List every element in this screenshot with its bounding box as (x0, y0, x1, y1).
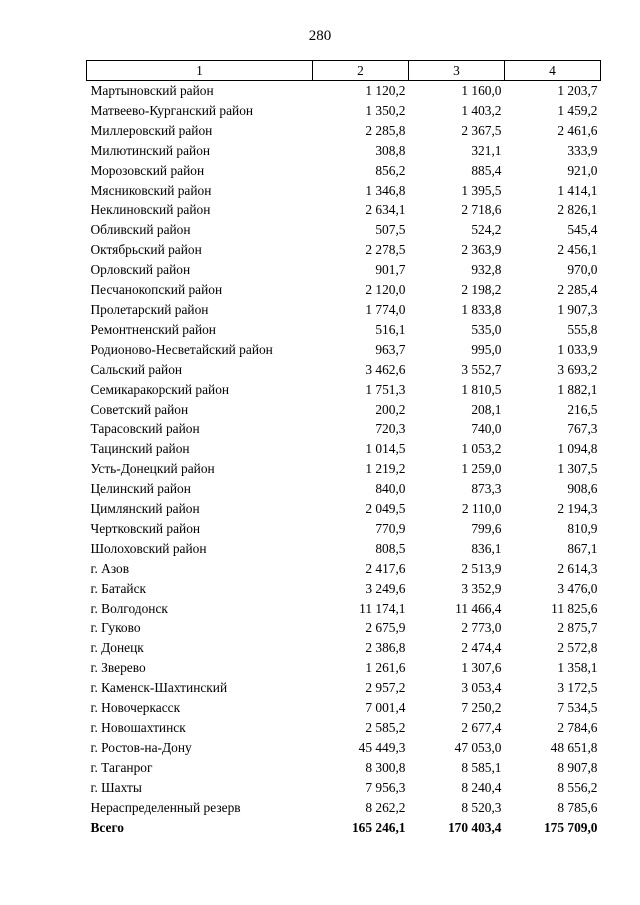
row-name-cell: Целинский район (90, 481, 191, 497)
value-col-4: 555,8 (567, 321, 598, 337)
value-col-3: 3 352,9 (461, 580, 502, 596)
row-name-cell: Тарасовский район (90, 421, 200, 437)
value-col-4: 767,3 (567, 421, 598, 437)
row-name-cell: Советский район (90, 401, 189, 417)
value-col-2: 1 014,5 (365, 441, 406, 457)
value-col-4: 2 784,6 (557, 720, 598, 735)
value-col-2: 1 350,2 (365, 102, 406, 118)
value-col-3: 8 240,4 (461, 779, 502, 795)
row-name-cell: г. Азов (90, 560, 130, 576)
table-row (87, 479, 601, 499)
table-row (87, 240, 601, 260)
table-row (87, 499, 601, 519)
table-body (87, 81, 601, 838)
value-col-2: 8 262,2 (365, 799, 406, 815)
value-col-4: 3 693,2 (557, 361, 598, 377)
value-col-2: 516,1 (375, 321, 406, 337)
value-col-2: 507,5 (375, 222, 406, 238)
table-row (87, 280, 601, 300)
total-value-col-3: 170 403,4 (447, 819, 502, 835)
row-name-cell: Миллеровский район (90, 122, 213, 138)
value-col-3: 799,6 (471, 520, 502, 536)
row-name-cell: г. Новочеркасск (90, 700, 181, 716)
value-col-4: 1 094,8 (557, 441, 598, 457)
value-col-2: 2 675,9 (365, 620, 406, 636)
value-col-2: 720,3 (375, 421, 406, 437)
value-col-2: 45 449,3 (358, 739, 406, 755)
value-col-4: 216,5 (567, 401, 598, 417)
table-row (87, 678, 601, 698)
value-col-3: 932,8 (471, 262, 502, 278)
value-col-2: 840,0 (375, 481, 406, 497)
value-col-4: 2 461,6 (557, 122, 598, 138)
value-col-4: 810,9 (567, 520, 598, 536)
value-col-3: 2 773,0 (461, 620, 502, 636)
value-col-3: 2 367,5 (461, 122, 502, 138)
row-name-cell: г. Зверево (90, 660, 146, 676)
table-row (87, 300, 601, 320)
table-row (87, 738, 601, 758)
row-name-cell: Орловский район (90, 262, 191, 278)
value-col-4: 7 534,5 (557, 700, 598, 716)
table-row (87, 260, 601, 280)
row-name-cell: Песчанокопский район (90, 282, 223, 298)
row-name-cell: Матвеево-Курганский район (90, 102, 254, 118)
value-col-4: 1 203,7 (557, 83, 598, 98)
value-col-2: 2 417,6 (365, 560, 406, 576)
value-col-3: 321,1 (471, 142, 502, 158)
table-row (87, 539, 601, 559)
row-name-cell: г. Новошахтинск (90, 720, 186, 735)
table-row (87, 778, 601, 798)
budget-table (86, 60, 601, 837)
table-row (87, 559, 601, 579)
column-header-2: 2 (313, 61, 409, 81)
page-number: 280 (308, 28, 332, 44)
table-row (87, 459, 601, 479)
table-row (87, 798, 601, 818)
value-col-2: 7 956,3 (365, 779, 406, 795)
value-col-4: 2 826,1 (557, 202, 598, 218)
total-row (87, 818, 601, 838)
value-col-4: 1 414,1 (557, 182, 598, 198)
row-name-cell: г. Каменск-Шахтинский (90, 680, 228, 696)
table-row (87, 618, 601, 638)
row-name-cell: Тацинский район (90, 441, 190, 457)
row-name-cell: Неклиновский район (90, 202, 211, 218)
value-col-4: 8 556,2 (557, 779, 598, 795)
value-col-4: 970,0 (567, 262, 598, 278)
value-col-3: 995,0 (471, 341, 502, 357)
row-name-cell: г. Донецк (90, 640, 144, 656)
value-col-2: 856,2 (375, 162, 406, 178)
row-name-cell: Семикаракорский район (90, 381, 230, 397)
value-col-2: 308,8 (375, 142, 406, 158)
table-row (87, 718, 601, 738)
value-col-4: 1 358,1 (557, 660, 598, 676)
value-col-3: 1 833,8 (461, 301, 502, 317)
value-col-4: 8 907,8 (557, 759, 598, 775)
value-col-4: 2 572,8 (557, 640, 598, 656)
value-col-2: 2 278,5 (365, 242, 406, 258)
value-col-2: 2 957,2 (365, 680, 406, 696)
value-col-2: 2 386,8 (365, 640, 406, 656)
row-name-cell: Обливский район (90, 222, 191, 238)
table-row (87, 638, 601, 658)
value-col-2: 1 346,8 (365, 182, 406, 198)
table-row (87, 380, 601, 400)
table-row (87, 758, 601, 778)
row-name-cell: г. Ростов-на-Дону (90, 739, 192, 755)
value-col-4: 2 614,3 (557, 560, 598, 576)
table-row (87, 419, 601, 439)
value-col-3: 873,3 (471, 481, 502, 497)
value-col-3: 3 053,4 (461, 680, 502, 696)
value-col-3: 524,2 (471, 222, 502, 238)
row-name-cell: Чертковский район (90, 520, 201, 536)
value-col-3: 1 053,2 (461, 441, 502, 457)
value-col-4: 3 172,5 (557, 680, 598, 696)
total-label: Всего (90, 819, 124, 835)
value-col-4: 11 825,6 (551, 600, 598, 616)
value-col-4: 2 194,3 (557, 501, 598, 517)
value-col-2: 2 049,5 (365, 501, 406, 517)
value-col-3: 2 718,6 (461, 202, 502, 218)
value-col-3: 1 403,2 (461, 102, 502, 118)
value-col-3: 208,1 (471, 401, 502, 417)
value-col-2: 808,5 (375, 540, 406, 556)
value-col-4: 1 459,2 (557, 102, 598, 118)
table-header (87, 61, 601, 81)
row-name-cell: Сальский район (90, 361, 183, 377)
row-name-cell: г. Шахты (90, 779, 142, 795)
value-col-4: 921,0 (567, 162, 598, 178)
table-row (87, 101, 601, 121)
table-row (87, 439, 601, 459)
row-name-cell: Мартыновский район (90, 83, 214, 98)
row-name-cell: г. Гуково (90, 620, 141, 636)
table-row (87, 519, 601, 539)
value-col-3: 2 110,0 (461, 501, 502, 517)
table-row (87, 360, 601, 380)
value-col-3: 1 395,5 (461, 182, 502, 198)
table-row (87, 579, 601, 599)
value-col-4: 2 875,7 (557, 620, 598, 636)
column-header-3: 3 (409, 61, 505, 81)
value-col-2: 1 219,2 (365, 461, 406, 477)
value-col-3: 11 466,4 (455, 600, 502, 616)
value-col-4: 8 785,6 (557, 799, 598, 815)
value-col-2: 3 462,6 (365, 361, 406, 377)
total-value-col-2: 165 246,1 (351, 819, 406, 835)
value-col-3: 1 160,0 (461, 83, 502, 98)
row-name-cell: Морозовский район (90, 162, 205, 178)
row-name-cell: Октябрьский район (90, 242, 202, 258)
value-col-2: 1 261,6 (365, 660, 406, 676)
table-row (87, 200, 601, 220)
value-col-4: 48 651,8 (550, 739, 598, 755)
table-row (87, 181, 601, 201)
table-row (87, 658, 601, 678)
value-col-4: 867,1 (567, 540, 598, 556)
value-col-3: 1 307,6 (461, 660, 502, 676)
value-col-4: 333,9 (567, 142, 598, 158)
row-name-cell: Усть-Донецкий район (90, 461, 215, 477)
value-col-2: 200,2 (375, 401, 406, 417)
row-name-cell: Пролетарский район (90, 301, 209, 317)
row-name-cell: г. Таганрог (90, 759, 153, 775)
value-col-3: 740,0 (471, 421, 502, 437)
value-col-2: 1 120,2 (365, 83, 406, 98)
row-name-cell: Мясниковский район (90, 182, 212, 198)
table-row (87, 81, 601, 101)
value-col-3: 1 259,0 (461, 461, 502, 477)
value-col-3: 885,4 (471, 162, 502, 178)
value-col-2: 2 285,8 (365, 122, 406, 138)
table-row (87, 141, 601, 161)
value-col-2: 1 774,0 (365, 301, 406, 317)
row-name-cell: Ремонтненский район (90, 321, 216, 337)
value-col-4: 1 907,3 (557, 301, 598, 317)
row-name-cell: Цимлянский район (90, 501, 200, 517)
value-col-3: 1 810,5 (461, 381, 502, 397)
column-header-4: 4 (505, 61, 601, 81)
value-col-2: 1 751,3 (365, 381, 406, 397)
value-col-2: 2 585,2 (365, 720, 406, 735)
value-col-4: 2 456,1 (557, 242, 598, 258)
value-col-3: 47 053,0 (454, 739, 502, 755)
value-col-2: 2 120,0 (365, 282, 406, 298)
value-col-4: 908,6 (567, 481, 598, 497)
value-col-2: 963,7 (375, 341, 406, 357)
value-col-3: 8 520,3 (461, 799, 502, 815)
value-col-3: 2 513,9 (461, 560, 502, 576)
table-row (87, 400, 601, 420)
table-row (87, 599, 601, 619)
row-name-cell: Шолоховский район (90, 540, 207, 556)
table-row (87, 121, 601, 141)
value-col-4: 1 882,1 (557, 381, 598, 397)
row-name-cell: г. Волгодонск (90, 600, 168, 616)
table-row (87, 220, 601, 240)
value-col-3: 7 250,2 (461, 700, 502, 716)
row-name-cell: Нераспределенный резерв (90, 799, 241, 815)
value-col-4: 545,4 (567, 222, 598, 238)
value-col-4: 3 476,0 (557, 580, 598, 596)
total-value-col-4: 175 709,0 (543, 819, 598, 835)
value-col-2: 2 634,1 (365, 202, 406, 218)
table-row (87, 698, 601, 718)
row-name-cell: г. Батайск (90, 580, 147, 596)
value-col-3: 3 552,7 (461, 361, 502, 377)
value-col-2: 3 249,6 (365, 580, 406, 596)
value-col-4: 1 033,9 (557, 341, 598, 357)
value-col-3: 2 363,9 (461, 242, 502, 258)
value-col-4: 1 307,5 (557, 461, 598, 477)
value-col-2: 901,7 (375, 262, 406, 278)
column-header-1: 1 (87, 61, 313, 81)
value-col-3: 8 585,1 (461, 759, 502, 775)
value-col-3: 2 198,2 (461, 282, 502, 298)
value-col-4: 2 285,4 (557, 282, 598, 298)
table-row (87, 161, 601, 181)
value-col-3: 2 677,4 (461, 720, 502, 735)
row-name-cell: Милютинский район (90, 142, 211, 158)
row-name-cell: Родионово-Несветайский район (90, 341, 273, 357)
value-col-2: 770,9 (375, 520, 406, 536)
value-col-2: 11 174,1 (359, 600, 406, 616)
value-col-2: 8 300,8 (365, 759, 406, 775)
value-col-3: 836,1 (471, 540, 502, 556)
table-row (87, 320, 601, 340)
header-row (87, 61, 601, 81)
value-col-3: 2 474,4 (461, 640, 502, 656)
value-col-3: 535,0 (471, 321, 502, 337)
table-row (87, 340, 601, 360)
value-col-2: 7 001,4 (365, 700, 406, 716)
